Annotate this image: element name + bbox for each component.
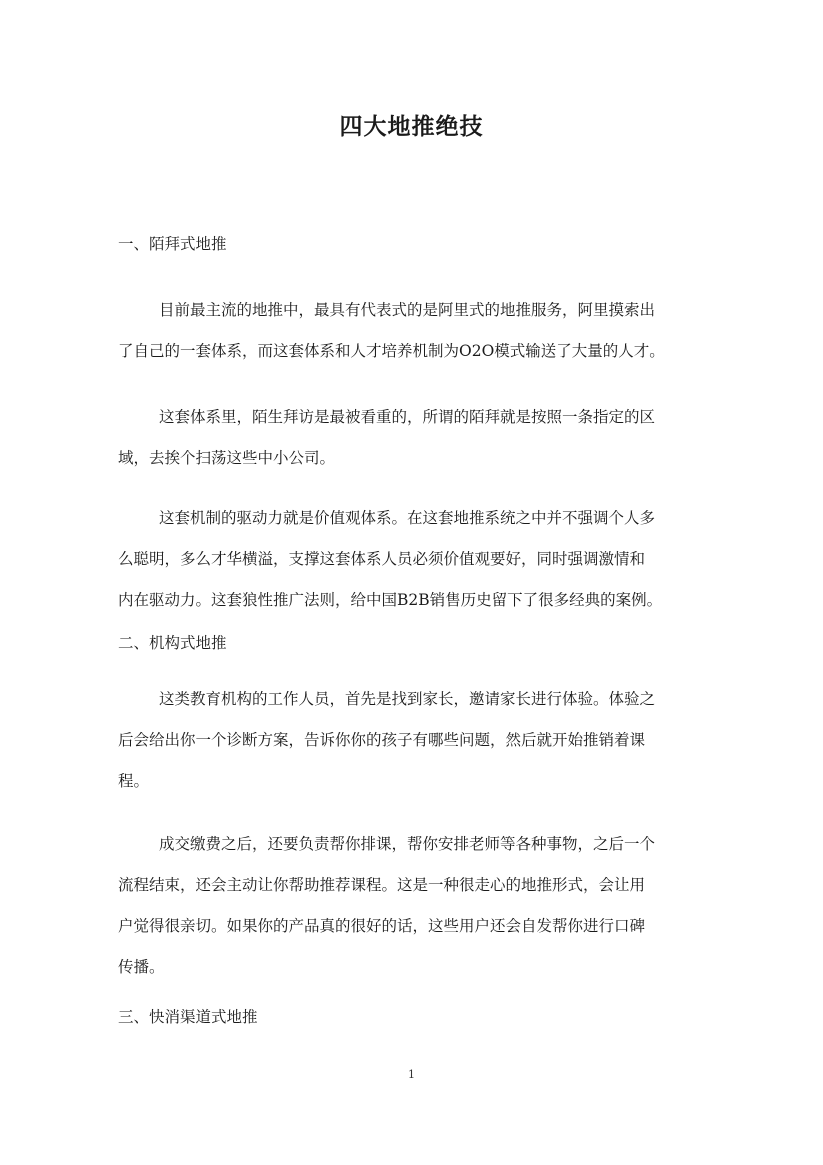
section-heading-3: 三、快消渠道式地推 (118, 1008, 258, 1026)
paragraph-line: 域，去挨个扫荡这些中小公司。 (118, 449, 336, 467)
section-heading-2: 二、机构式地推 (118, 634, 227, 652)
paragraph-line: 目前最主流的地推中，最具有代表式的是阿里式的地推服务，阿里摸索出 (159, 301, 656, 319)
page-number: 1 (408, 1068, 415, 1081)
paragraph-line: 内在驱动力。这套狼性推广法则，给中国B2B销售历史留下了很多经典的案例。 (118, 591, 663, 609)
paragraph-line: 后会给出你一个诊断方案，告诉你你的孩子有哪些问题，然后就开始推销着课 (118, 731, 646, 749)
document-title: 四大地推绝技 (339, 113, 484, 140)
paragraph-line: 户觉得很亲切。如果你的产品真的很好的话，这些用户还会自发帮你进行口碑 (118, 917, 646, 935)
paragraph-line: 流程结束，还会主动让你帮助推荐课程。这是一种很走心的地推形式，会让用 (118, 876, 646, 894)
paragraph-1-2 (118, 397, 708, 479)
paragraph-2-2 (118, 824, 708, 988)
paragraph-line: 传播。 (118, 958, 165, 976)
paragraph-line: 这套体系里，陌生拜访是最被看重的，所谓的陌拜就是按照一条指定的区 (159, 408, 656, 426)
section-heading-1: 一、陌拜式地推 (118, 235, 227, 253)
paragraph-2-1 (118, 679, 708, 802)
paragraph-line: 程。 (118, 772, 150, 790)
paragraph-line: 这套机制的驱动力就是价值观体系。在这套地推系统之中并不强调个人多 (159, 509, 656, 527)
paragraph-line: 么聪明，多么才华横溢，支撑这套体系人员必须价值观要好，同时强调激情和 (118, 550, 646, 568)
paragraph-1-3 (118, 498, 708, 621)
paragraph-1-1 (118, 290, 708, 372)
paragraph-line: 了自己的一套体系，而这套体系和人才培养机制为O2O模式输送了大量的人才。 (118, 342, 665, 360)
paragraph-line: 这类教育机构的工作人员，首先是找到家长，邀请家长进行体验。体验之 (159, 690, 656, 708)
paragraph-line: 成交缴费之后，还要负责帮你排课，帮你安排老师等各种事物，之后一个 (159, 835, 656, 853)
